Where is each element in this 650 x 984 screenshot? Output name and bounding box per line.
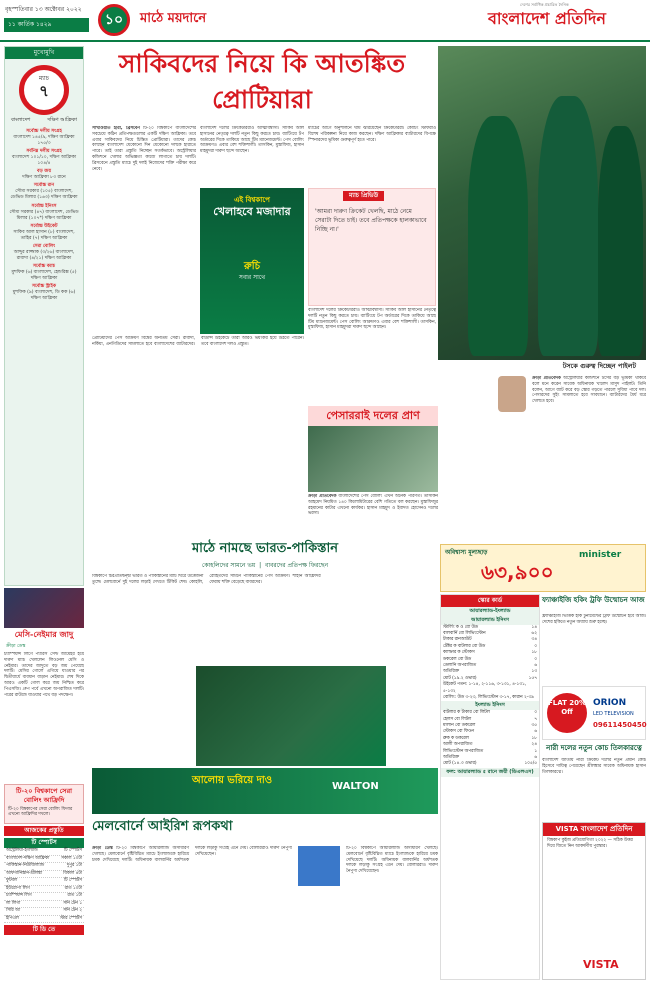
scorecard-cell: ডেলানি অপরাজিত xyxy=(443,663,477,669)
schedule-cell: অস্ট্রেলিয়া-ইংল্যান্ড xyxy=(6,848,38,853)
orion-advertisement xyxy=(542,686,646,740)
scorecard-cell: ০ xyxy=(534,643,537,649)
afridi-headline: টি-২০ বিশ্বকাপে সেরা বোলিং আফ্রিদি xyxy=(15,787,73,804)
pilot-article xyxy=(532,376,646,414)
indpak-headline: মাঠে নামছে ভারত-পাকিস্তান xyxy=(191,541,339,556)
scorecard-cell: ১৩ xyxy=(531,669,537,675)
h2h-stat xyxy=(5,182,83,202)
fall-1: উইকেট পতন: ১-১৪, ২-১১৬, ৩-১৩১, ৪-১৩১, ৫-১৩২ xyxy=(443,682,527,694)
cricket-action-photo xyxy=(196,666,386,766)
schedule-row xyxy=(4,901,84,909)
messi-neymar-photo xyxy=(4,588,84,628)
h2h-stat-value: মুশফিক (৬) বাংলাদেশ, হেন্ডরিক্স (৫) দক্ষিণ আফ্রিকা xyxy=(11,270,77,282)
minister-offer: অবিশ্বাস্য মূল্যছাড় xyxy=(445,549,488,556)
schedule-cell: সনি টেন ১ xyxy=(63,900,82,906)
ruchi-advertisement xyxy=(200,188,304,334)
h2h-stat-title: সর্বোচ্চ ইনিংস xyxy=(31,203,57,209)
scorecard-cell: ৬২ xyxy=(531,631,537,636)
schedule-cell: লা লিগা xyxy=(6,900,21,906)
schedule-cell: পাকিস্তান-নিউজিল্যান্ড xyxy=(6,863,45,868)
main-article-col2: বাংলাদেশ দলের ক্রিকেটাররাও আত্মবিশ্বাসী। সাকিব আল হাসানের নেতৃত্বে দলটি নতুন কিছু করতে চায়। ব্যাটিংয়ে টপ অর্ডারের দিকে তাকিয়ে আছে টিম ম্যানেজমেন্ট। পেস বোলিং আক্রমণও এবার বেশ শক্তিশালী। তাসকিন, মুস্তাফিজ, হাসান মাহমুদরা দারুণ ছন্দে আছেন। xyxy=(200,126,304,155)
ad1-top: এই বিশ্বকাপে xyxy=(234,196,270,204)
h2h-stat-value: সাকিব আল হাসান (৮) বাংলাদেশ, তাহির (৭) দক্ষিণ আফ্রিকা xyxy=(13,229,75,241)
main-article-col1 xyxy=(92,126,196,332)
h2h-stat xyxy=(5,223,83,243)
pilot-photo xyxy=(498,376,526,412)
minister-advertisement xyxy=(440,544,646,592)
minister-price: ৬৩,৯০০ xyxy=(481,560,554,584)
pacer-text: বাংলাদেশের পেস বোলিং এখন অনেক পরিণত। তাসকিন আহমেদ নিয়মিত ১৪০ কিলোমিটারের বেশি গতিতে বল করছেন। মুস্তাফিজুর রহমানের কাটার এখনো কার্যকর। হাসান মাহমুদ ও ইবাদত হোসেনও দলের ভরসা। xyxy=(308,494,438,517)
schedule-cell: ইউরোপা লিগ xyxy=(6,885,30,891)
vista-text: বিশ্বকাপ কুইজ প্রতিযোগিতা ২০২২ — সঠিক উত্তর দিয়ে জিতে নিন আকর্ষণীয় পুরস্কার। xyxy=(547,838,633,850)
orion-tagline: LED TELEVISION xyxy=(593,711,634,717)
scorecard-cell: ১৮ xyxy=(531,735,537,741)
scorecard-cell: অতিরিক্ত xyxy=(443,755,459,761)
main-article-col3b: বাংলাদেশ দলের ক্রিকেটাররাও আত্মবিশ্বাসী। সাকিব আল হাসানের নেতৃত্বে দলটি নতুন কিছু করতে চায়। ব্যাটিংয়ে টপ অর্ডারের দিকে তাকিয়ে আছে টিম ম্যানেজমেন্ট। পেস বোলিং আক্রমণও এবার বেশ শক্তিশালী। তাসকিন, মুস্তাফিজ, হাসান মাহমুদরা দারুণ ছন্দে আছেন। xyxy=(308,308,436,331)
scorecard-cell: ক্যাম্ফার ক স্টোকস xyxy=(443,650,475,656)
scorecard-cell: স্টার্লিং ক ও বো উড xyxy=(443,624,478,630)
scorecard-cell: ব্রুক ক ডকরেল xyxy=(443,735,469,741)
schedule-row xyxy=(4,893,84,901)
schedule-cell: ফুটবল xyxy=(6,878,18,883)
scorecard-cell: অতিরিক্ত xyxy=(443,669,459,675)
ad1-tag: সবার সাথে xyxy=(238,273,266,281)
pilot-text: অস্ট্রেলিয়ার কন্ডিশনে টসের বড় ভূমিকা থাকবে বলে মনে করেন সাবেক অধিনায়ক খালেদ মাসুদ পাইলট। তিনি বলেন, আগে ব্যাট করে বড় স্কোর গড়তে পারলে সুবিধা পাবে দল। পেসারদের সুইং সামলাতে হবে সাবধানে। ব্যাটারদের ধৈর্য ধরে খেলতে হবে। xyxy=(532,376,646,405)
head-to-head-panel xyxy=(4,46,84,586)
schedule-cell: রাত ১০টা xyxy=(64,885,82,891)
pacer-byline: ক্রীড়া প্রতিবেদক xyxy=(308,494,337,499)
ireland-headline: মেলবোর্নে আইরিশ রূপকথা xyxy=(92,819,233,834)
h2h-stat-title: সর্বোচ্চ স্ট্রাইক xyxy=(32,284,56,290)
main-article-col3: ম্যাচের আগে অনুশীলনে ঘাম ঝরিয়েছেন ক্রিকেটাররা। কোচিং স্টাফরাও বিশেষ পরিকল্পনা নিয়ে কাজ করছেন। দক্ষিণ আফ্রিকার ব্যাটারদের বিপক্ষে স্পিনারদের ভূমিকা গুরুত্বপূর্ণ হতে পারে। xyxy=(308,126,436,143)
schedule-cell: বাংলাদেশ-দক্ষিণ আফ্রিকা xyxy=(6,855,50,861)
h2h-stat xyxy=(5,283,83,303)
scorecard-cell: ১৮ xyxy=(531,650,537,656)
indpak-sub1: কোহলিদের সামনে ভয় xyxy=(201,562,256,569)
match-preview-box xyxy=(308,188,436,306)
ireland-text: টি-২০ বিশ্বকাপে আয়ারল্যান্ড অসাধারণ খেলছে। মেলবোর্নে বৃষ্টিবিঘ্নিত ম্যাচে ইংল্যান্ডকে হারিয়ে চমক দেখিয়েছে দলটি। অধিনায়ক বালবার্নির অর্ধশতক দলকে লড়াকু সংগ্রহ এনে দেয়। বোলাররাও দারুণ নৈপুণ্য দেখিয়েছেন। xyxy=(92,846,292,863)
h2h-stat-value: দক্ষিণ আফ্রিকা ৮৩ রানে xyxy=(22,175,66,181)
schedule-row xyxy=(4,856,84,864)
h2h-stat-title: সর্বোচ্চ ক্যাচ xyxy=(33,264,55,270)
h2h-stat-value: সৌম্য সরকার (১০৫) বাংলাদেশ, ডেভিড মিলার (১৬৩) দক্ষিণ আফ্রিকা xyxy=(10,189,78,201)
scorecard-cell: ১৪ xyxy=(531,624,537,630)
scorecard-cell: আলী অপরাজিত xyxy=(443,742,473,748)
h2h-stat-title: সর্বোচ্চ উইকেট xyxy=(30,223,58,229)
team-practice-photo xyxy=(438,46,646,360)
ad1-mid: খেলাহবে মজাদার xyxy=(213,205,291,219)
scorecard-cell: ৬ xyxy=(534,729,537,735)
team-2: দক্ষিণ আফ্রিকা xyxy=(47,117,77,124)
orion-discount: FLAT 20% Off xyxy=(547,693,587,733)
schedule-row xyxy=(4,848,84,856)
scorecard-cell: মালান বো ডকরেল xyxy=(443,723,476,729)
main-article-bottom: প্রোটিয়াদের পেস আক্রমণ বিশ্বের অন্যতম সেরা। রাবাদা, নর্কিয়া, এনগিডিদের সামলাতে হবে বাংলাদেশের ব্যাটারদের। বাউন্সি উইকেটে তারা আরও ভয়ংকর হয়ে উঠতে পারেন। তবে বাংলাদেশ দলও প্রস্তুত। xyxy=(92,336,304,347)
schedule-cell: সনি টেন ২ xyxy=(63,908,82,913)
schedule-cell: চ্যাম্পিয়ন্স লিগ xyxy=(6,893,32,898)
schedule-cell: স্টার স্পোর্টস xyxy=(60,915,82,921)
innings-1-title: আয়ারল্যান্ড ইনিংস xyxy=(441,616,539,625)
afridi-text: টি-২০ বিশ্বকাপের সেরা বোলিং ফিগার এখনো আফ্রিদির দখলে। xyxy=(8,806,73,818)
preview-quote: 'আমরা দারুণ ক্রিকেট খেলছি, মাঠে নেমে সেরাটা দিতে চাই। তবে প্রতিপক্ষকে হালকাভাবে নিচ্ছি না।' xyxy=(315,208,427,234)
t20-logo xyxy=(298,846,340,886)
schedule-row xyxy=(4,886,84,894)
match-ring xyxy=(19,65,69,115)
schedule-cell: টি স্পোর্টস xyxy=(63,878,82,883)
hockey-headline: ফ্যাঞ্চাইজি হকিং ট্রফি উন্মোচন আজ xyxy=(542,596,645,604)
scorecard-cell: বাটলার ক টাকার বো লিটল xyxy=(443,710,490,716)
h2h-stat xyxy=(5,148,83,168)
indpak-article: বিশ্বকাপে চিরপ্রতিদ্বন্দ্বী ভারত ও পাকিস্তানের ম্যাচ ঘিরে উত্তেজনা তুঙ্গে। মেলবোর্নে দুই দলের লড়াই দেখতে টিকিট শেষ। কোহলি, রোহিতদের সামনে পাকিস্তানের পেস আক্রমণ। শাহীন আফ্রিদির ফেরায় শক্তি বেড়েছে বাবরদের। xyxy=(92,574,321,585)
afridi-box xyxy=(4,784,84,824)
ad1-brand: রুচি xyxy=(244,261,260,273)
scorecard-cell: মোট (১৪.৩ ওভার) xyxy=(443,761,477,767)
teams-row xyxy=(5,117,83,128)
walton-advertisement xyxy=(92,768,438,814)
bangla-date: ১১ কার্তিক ১৪২৯ xyxy=(4,18,89,32)
h2h-stat xyxy=(5,168,83,182)
schedule-chip-1: আজকের প্রস্তুতি xyxy=(4,826,84,836)
scorecard-cell: ০ xyxy=(534,710,537,716)
h2h-stat-title: সর্বনিম্ন দলীয় সংগ্রহ xyxy=(26,149,62,155)
dateline: বৃহস্পতিবার ১৩ অক্টোবর ২০২২ xyxy=(5,6,82,13)
ireland-article-b: টি-২০ বিশ্বকাপে আয়ারল্যান্ড অসাধারণ খেলছে। মেলবোর্নে বৃষ্টিবিঘ্নিত ম্যাচে ইংল্যান্ডকে হারিয়ে চমক দেখিয়েছে দলটি। অধিনায়ক বালবার্নির অর্ধশতক দলকে লড়াকু সংগ্রহ এনে দেয়। বোলাররাও দারুণ নৈপুণ্য দেখিয়েছেন। xyxy=(346,846,438,875)
coach-article: বাংলাদেশ জাতীয় নারী ক্রিকেট দলের নতুন প্রধান কোচ হিসেবে দায়িত্ব পেয়েছেন শ্রীলঙ্কার সাবেক অধিনায়ক হাসান তিলকারত্নে। xyxy=(542,758,646,775)
scorecard-cell: টাকার রানআউট xyxy=(443,637,472,643)
indpak-subheads: কোহলিদের সামনে ভয় | বাবরদের প্রতিপক্ষ ফিরছেন xyxy=(201,562,329,569)
scorecard-cell: ৩৪ xyxy=(531,637,537,643)
ad2-slogan: আলোয় ভরিয়ে দাও xyxy=(192,775,273,786)
tv-schedule xyxy=(4,826,84,980)
schedule-cell: দুপুর ১টা xyxy=(66,863,82,868)
schedule-cell: সকাল ১০টা xyxy=(61,855,82,861)
match-result: ফল: আয়ারল্যান্ড ৫ রানে জয়ী (ডিএলএস) xyxy=(441,768,539,777)
schedule-cell: টি স্পোর্টস xyxy=(63,848,82,853)
h2h-stat-title: সেরা বোলিং xyxy=(32,243,56,249)
logo-tagline: দেশের সর্বাধিক প্রচারিত দৈনিক xyxy=(520,2,569,7)
schedule-cell: ইপিএল xyxy=(6,915,19,921)
scorecard-cell: হেলস বো লিটল xyxy=(443,716,472,722)
pilot-byline: ক্রীড়া প্রতিবেদক xyxy=(532,376,561,381)
h2h-stat xyxy=(5,243,83,263)
minister-brand: minister xyxy=(579,550,622,560)
scorecard-cell: ১৫৭ xyxy=(528,675,537,681)
indpak-sub2: বাবরদের প্রতিপক্ষ ফিরছেন xyxy=(265,562,329,569)
bowling-1: বোলিং: উড ৩-২৩, লিভিংস্টোন ৩-১৭, কারান ২-৩৯ xyxy=(443,695,534,701)
section-title: মাঠে ময়দানে xyxy=(140,11,207,26)
orion-phone: 09611450450 xyxy=(593,721,647,729)
schedule-cell: সিরি আ xyxy=(6,908,21,913)
scorecard-cell: স্টোকস বো ফিওন xyxy=(443,729,474,735)
main-col1-text: টি-২০ বিশ্বকাপে বাংলাদেশের সবচেয়ে কঠিন প্রতিপক্ষগুলোর একটি দক্ষিণ আফ্রিকা। তবে এবার সাকিবদের নিয়ে চিন্তিত প্রোটিয়ারা। তাদের কোচ বলছেন বাংলাদেশ যেকোনো দিন যেকোনো দলকে হারাতে পারে। তাই তারা প্রস্তুতি নিচ্ছেন সতর্কভাবে। অস্ট্রেলিয়ার কন্ডিশনে খেলার অভিজ্ঞতা কাজে লাগাতে চায় দলটি। ব্রিসবেনে প্রস্তুতি ম্যাচে দুই দলই নিজেদের শক্তি পরীক্ষা করে নেবে। xyxy=(92,126,196,172)
scorecard xyxy=(440,594,540,980)
orion-brand: ORION xyxy=(593,698,627,708)
schedule-row xyxy=(4,863,84,871)
scorecard-cell: ০ xyxy=(534,656,537,662)
h2h-stat xyxy=(5,128,83,148)
h2h-stat-value: মুশফিক (৯) বাংলাদেশ, ডি কক (৬) দক্ষিণ আফ্রিকা xyxy=(12,290,76,302)
vista-advertisement xyxy=(542,822,646,980)
scorecard-cell: ৬ xyxy=(534,755,537,761)
schedule-row xyxy=(4,916,84,924)
schedule-chip-3: টি ডি তে xyxy=(4,925,84,935)
scorecard-cell: ডকরেল বো উড xyxy=(443,656,472,662)
h2h-stat-title: সর্বোচ্চ দলীয় সংগ্রহ xyxy=(26,128,62,134)
vista-logo: VISTA xyxy=(583,958,619,972)
newspaper-logo: বাংলাদেশ প্রতিদিন xyxy=(488,9,606,28)
innings-2-title: ইংল্যান্ড ইনিংস xyxy=(441,701,539,710)
match-number: ৭ xyxy=(39,82,49,101)
schedule-row xyxy=(4,908,84,916)
schedule-cell: রাত ১টা xyxy=(67,893,82,898)
schedule-cell: বিকাল ৪টা xyxy=(63,870,82,876)
vista-title: VISTA বাংলাদেশ প্রতিদিন xyxy=(543,823,645,836)
messi-byline: ক্রীড়া ডেস্ক xyxy=(6,644,26,649)
scorecard-cell: ২৪ xyxy=(531,742,537,748)
scorecard-cell: ১০৫/৫ xyxy=(524,761,537,767)
ireland-article xyxy=(92,846,292,980)
h2h-stat xyxy=(5,203,83,223)
preview-tag: ম্যাচ প্রিভিউ xyxy=(343,191,384,201)
pacer-photo xyxy=(308,426,438,492)
messi-article: চ্যাম্পিয়ন্স লিগে প্যারিস সেন্ট জার্মেইর হয়ে দারুণ ম্যাচ খেললেন লিওনেল মেসি ও নেইমার। তাদের জাদুতে বড় জয় পেয়েছে দলটি। মেসির গোলে এগিয়ে যাওয়ার পর দ্বিতীয়ার্ধে ব্যবধান বাড়ান নেইমার। শেষ দিকে আরও একটি গোল করে জয় নিশ্চিত করে পিএসজি। গ্রুপ পর্বে এখনো অপরাজিত দলটি। পরের রাউন্ডে যাওয়ার পথে বড় পদক্ষেপ। xyxy=(4,652,84,698)
coach-headline: নারী দলের নতুন কোচ তিলকারত্নে xyxy=(546,744,642,752)
h2h-stat-value: বাংলাদেশ ১৪৫/৯, দক্ষিণ আফ্রিকা ১৭৫/৩ xyxy=(13,134,75,146)
h2h-stat-value: সৌম্য সরকার (৪৭) বাংলাদেশ, ডেভিড মিলার (১০৭*) দক্ষিণ আফ্রিকা xyxy=(9,209,79,221)
scorecard-cell: টেক্টর ক বাটলার বো উড xyxy=(443,643,486,649)
schedule-cell: আফগানিস্তান-শ্রীলঙ্কা xyxy=(6,870,43,876)
match-label: ম্যাচ xyxy=(38,75,50,83)
scorecard-title: স্কোর কার্ড xyxy=(441,595,539,607)
scorecard-cell: মোট (১৯.২ ওভার) xyxy=(443,675,477,681)
schedule-row xyxy=(4,871,84,879)
schedule-chip-2: টি স্পোর্টস xyxy=(4,838,84,848)
pilot-headline: টসকে গুরুত্ব দিচ্ছেন পাইলট xyxy=(562,362,636,370)
team-1: বাংলাদেশ xyxy=(11,117,31,124)
h2h-stat-value: আব্দুর রাজ্জাক (৩/২৬) বাংলাদেশ, রাবাদা (৪/২১) দক্ষিণ আফ্রিকা xyxy=(13,249,75,262)
ad2-brand: WALTON xyxy=(332,781,379,792)
scorecard-cell: লিভিংস্টোন অপরাজিত xyxy=(443,748,484,754)
messi-headline: মেসি-নেইমার জাদু xyxy=(14,630,74,639)
h2h-stat-title: সর্বোচ্চ রান xyxy=(33,183,55,189)
hockey-article: ফ্র্যাঞ্চাইজি ভিত্তিক হকি টুর্নামেন্টের ট্রফি উন্মোচন হবে আজ। দেশের হকিতে নতুন অধ্যায় শুরু হচ্ছে। xyxy=(542,614,646,625)
scorecard-cell: বালবার্নি বো লিভিংস্টোন xyxy=(443,631,486,636)
scorecard-cell: ৭ xyxy=(534,716,537,722)
ireland-byline: ক্রীড়া ডেস্ক xyxy=(92,846,113,851)
h2h-stat xyxy=(5,263,83,283)
scorecard-match: আয়ারল্যান্ড-ইংল্যান্ড xyxy=(441,607,539,616)
h2h-stat-value: বাংলাদেশ ১০১/১০, দক্ষিণ আফ্রিকা ১০৪/৪ xyxy=(11,155,77,167)
scorecard-cell: ৬ xyxy=(534,663,537,669)
page-number: ১০ xyxy=(98,4,130,36)
pacer-article xyxy=(308,494,438,538)
page-header xyxy=(0,0,650,42)
main-headline: সাকিবদের নিয়ে কি আতঙ্কিত প্রোটিয়ারা xyxy=(118,49,406,114)
scorecard-cell: ১ xyxy=(534,748,537,754)
h2h-stat-title: বড় জয় xyxy=(37,169,51,175)
panel-title: মুখোমুখি xyxy=(5,47,83,59)
main-byline: সাখাওয়াত হীরা, ব্রিসবেন xyxy=(92,126,140,131)
schedule-row xyxy=(4,878,84,886)
pacer-headline: পেসাররাই দলের প্রাণ xyxy=(308,406,438,426)
scorecard-cell: ৩৫ xyxy=(531,723,537,729)
